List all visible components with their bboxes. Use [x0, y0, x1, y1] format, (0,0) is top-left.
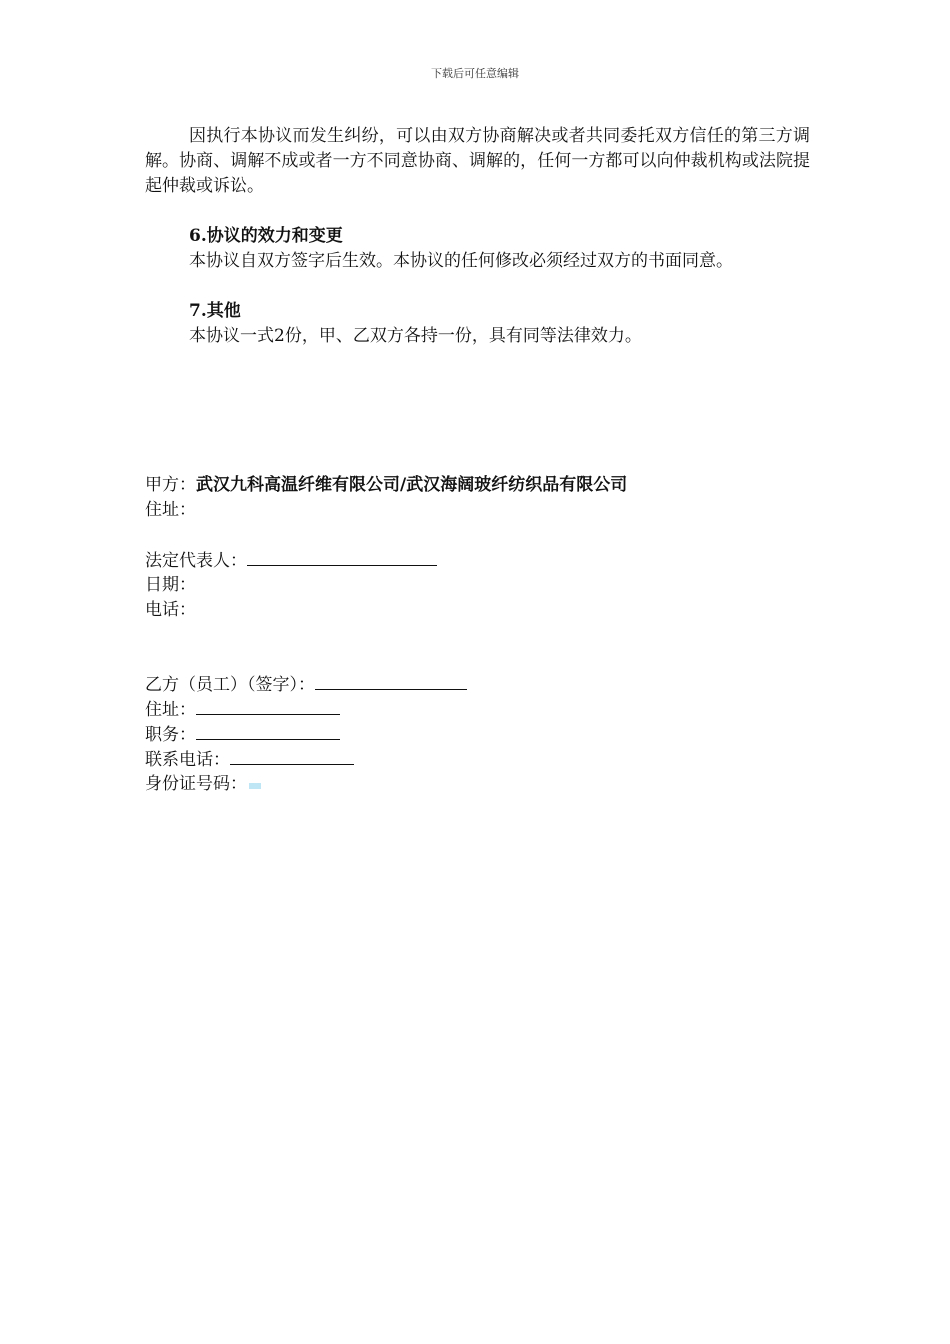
- page-header-note: 下载后可任意编辑: [431, 67, 519, 80]
- party-a-phone-label: 电话：: [145, 600, 196, 620]
- party-b-contact-phone-label: 联系电话：: [145, 750, 230, 770]
- party-a-signature-block: [145, 473, 845, 623]
- id-number-field-marker[interactable]: [249, 783, 261, 789]
- party-b-signature-block: [145, 672, 845, 797]
- dispute-resolution-paragraph: 因执行本协议而发生纠纷，可以由双方协商解决或者共同委托双方信任的第三方调解。协商、调解不成或者一方不同意协商、调解的，任何一方都可以向仲裁机构或法院提起仲裁或诉讼。: [145, 126, 810, 196]
- party-a-date-line: [145, 573, 845, 598]
- party-a-date-label: 日期：: [145, 575, 196, 595]
- party-a-legal-rep-line: [145, 548, 845, 573]
- party-a-legal-rep-label: 法定代表人：: [145, 551, 247, 571]
- party-b-signature-label: 乙方（员工）（签字）：: [145, 675, 315, 695]
- party-b-position-label: 职务：: [145, 725, 196, 745]
- party-b-address-label: 住址：: [145, 700, 196, 720]
- party-b-signature-line: [145, 672, 845, 697]
- employee-address-field[interactable]: [196, 697, 340, 715]
- employee-signature-field[interactable]: [315, 672, 467, 690]
- agreement-body: [145, 124, 810, 349]
- section-7-heading: 7.其他: [189, 301, 241, 321]
- section-6-heading: 6.协议的效力和变更: [189, 226, 343, 246]
- party-b-address-line: [145, 697, 845, 722]
- employee-position-field[interactable]: [196, 722, 340, 740]
- party-b-id-number-label: 身份证号码：: [145, 774, 247, 794]
- party-a-line: [145, 473, 845, 498]
- party-a-label: 甲方：: [145, 475, 196, 495]
- party-a-phone-line: [145, 598, 845, 623]
- section-7-text: 本协议一式2份，甲、乙双方各持一份，具有同等法律效力。: [189, 326, 642, 346]
- spacer: [145, 523, 845, 548]
- party-a-address-line: [145, 498, 845, 523]
- party-b-position-line: [145, 722, 845, 747]
- party-a-company-name: 武汉九科高温纤维有限公司/武汉海阔玻纤纺织品有限公司: [196, 475, 628, 495]
- party-a-address-label: 住址：: [145, 500, 196, 520]
- employee-phone-field[interactable]: [230, 747, 354, 765]
- party-b-contact-phone-line: [145, 747, 845, 772]
- legal-rep-signature-field[interactable]: [247, 548, 437, 566]
- party-b-id-number-line: [145, 772, 845, 797]
- section-6-text: 本协议自双方签字后生效。本协议的任何修改必须经过双方的书面同意。: [189, 251, 733, 271]
